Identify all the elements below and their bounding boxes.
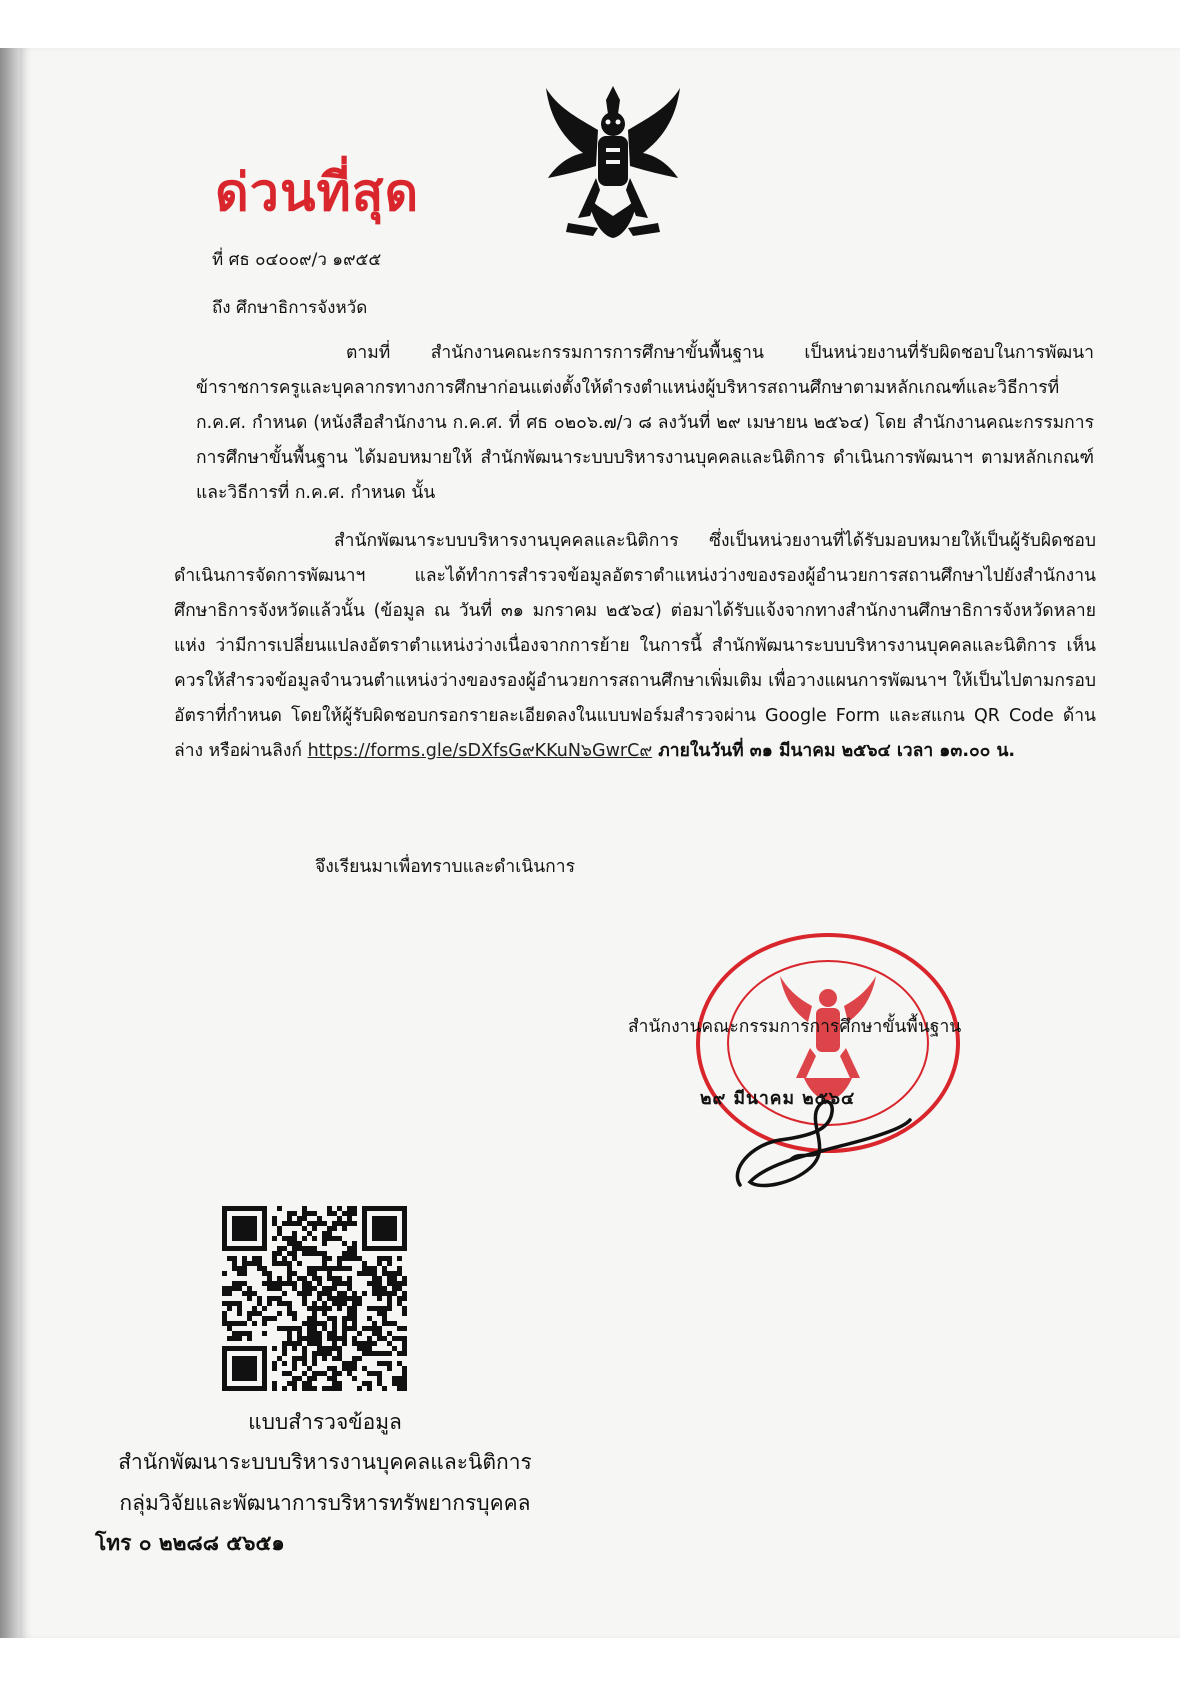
document-page [20, 48, 1180, 1638]
handwritten-signature-icon [720, 1090, 920, 1200]
body-paragraph-1: ตามที่ สำนักงานคณะกรรมการการศึกษาขั้นพื้นฐาน เป็นหน่วยงานที่รับผิดชอบในการพัฒนาข้าราชการครูและบุคลากรทางการศึกษาก่อนแต่งตั้งให้ดำรงตำแหน่งผู้บริหารสถานศึกษาตามหลักเกณฑ์และวิธีการที่ ก.ค.ศ. กำหนด (หนังสือสำนักงาน ก.ค.ศ. ที่ ศธ ๐๒๐๖.๗/ว ๘ ลงวันที่ ๒๙ เมษายน ๒๕๖๔) โดย สำนักงานคณะกรรมการการศึกษาขั้นพื้นฐาน ได้มอบหมายให้ สำนักพัฒนาระบบบริหารงานบุคคลและนิติการ ดำเนินการพัฒนาฯ ตามหลักเกณฑ์และวิธีการที่ ก.ค.ศ. กำหนด นั้น [196, 343, 1094, 503]
signing-date: ๒๙ มีนาคม ๒๕๖๔ [700, 1089, 856, 1109]
scan-edge [0, 48, 20, 1638]
qr-caption-group: กลุ่มวิจัยและพัฒนาการบริหารทรัพยากรบุคคล [119, 1491, 531, 1515]
paragraph-2-text: สำนักพัฒนาระบบบริหารงานบุคคลและนิติการ ซึ่งเป็นหน่วยงานที่ได้รับมอบหมายให้เป็นผู้รับผิดชอบดำเนินการจัดการพัฒนาฯ และได้ทำการสำรวจข้อมูลอัตราตำแหน่งว่างของรองผู้อำนวยการสถานศึกษาไปยังสำนักงานศึกษาธิการจังหวัดแล้วนั้น (ข้อมูล ณ วันที่ ๓๑ มกราคม ๒๕๖๔) ต่อมาได้รับแจ้งจากทางสำนักงานศึกษาธิการจังหวัดหลายแห่ง ว่ามีการเปลี่ยนแปลงอัตราตำแหน่งว่างเนื่องจากการย้าย ในการนี้ สำนักพัฒนาระบบบริหารงานบุคคลและนิติการ เห็นควรให้สำรวจข้อมูลจำนวนตำแหน่งว่างของรองผู้อำนวยการสถานศึกษาเพิ่มเติม เพื่อวางแผนการพัฒนาฯ ให้เป็นไปตามกรอบอัตราที่กำหนด โดยให้ผู้รับผิดชอบกรอกรายละเอียดลงในแบบฟอร์มสำรวจผ่าน Google Form และสแกน QR Code ด้านล่าง หรือผ่านลิงก์ [174, 531, 1096, 761]
phone-number: โทร ๐ ๒๒๘๘ ๕๖๕๑ [95, 1531, 285, 1555]
garuda-emblem-icon [538, 78, 688, 244]
survey-link[interactable]: https://forms.gle/sDXfsG๙KKuN๖GwrC๙ [307, 741, 653, 761]
qr-caption-office: สำนักพัฒนาระบบบริหารงานบุคคลและนิติการ [118, 1450, 532, 1474]
urgency-heading: ด่วนที่สุด [215, 163, 420, 223]
closing-line: จึงเรียนมาเพื่อทราบและดำเนินการ [315, 857, 575, 877]
qr-caption-title: แบบสำรวจข้อมูล [248, 1410, 402, 1434]
reference-number: ที่ ศธ ๐๔๐๐๙/ว ๑๙๕๕ [212, 250, 382, 270]
deadline-text: ภายในวันที่ ๓๑ มีนาคม ๒๕๖๔ เวลา ๑๓.๐๐ น. [652, 741, 1016, 761]
recipient-line: ถึง ศึกษาธิการจังหวัด [212, 298, 368, 318]
signing-agency: สำนักงานคณะกรรมการการศึกษาขั้นพื้นฐาน [628, 1017, 962, 1037]
body-paragraph-2 [174, 524, 1096, 769]
qr-code-icon[interactable] [222, 1206, 407, 1391]
